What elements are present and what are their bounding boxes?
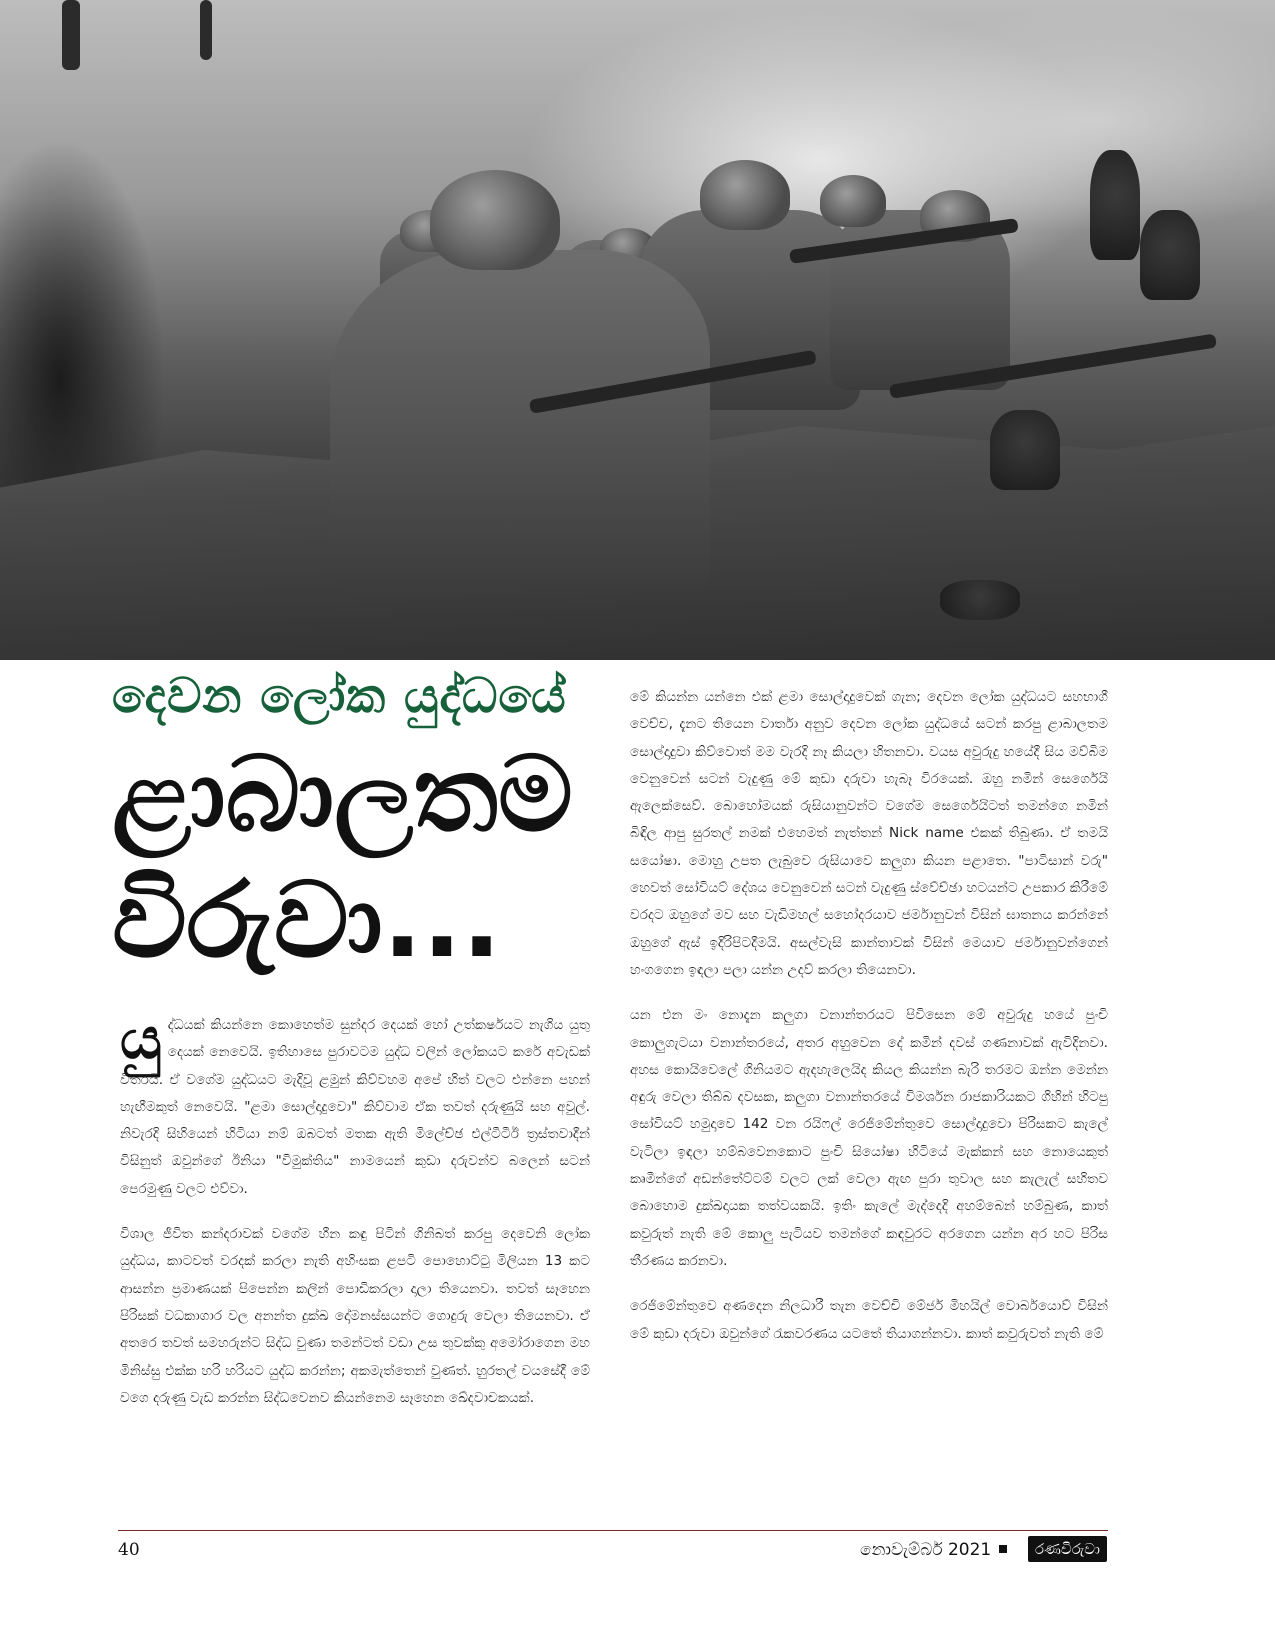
headline-title-line1: ළාබාලතම (112, 733, 573, 855)
photo-canister (940, 580, 1020, 620)
photo-tree (62, 0, 80, 70)
photo-soldier-foreground (330, 250, 710, 590)
paragraph: විශාල ජීවිත කන්දරාවක් වගේම හීන කඳු පිටින් ගිනිබත් කරපු දෙවෙනි ලෝක යුද්ධය, කාටවත් වරදක් කරලා නැති අහිංසක ළපටි පොහොට්ටු මිලියන 13 කට ආසන්න ප්‍රමාණයක් පිපෙන්න කලින් පොඩිකරලා දාලා තියෙනවා. තවත් සෑහෙන පිරිසක් වධකාගාර වල අනන්ත දුක්ඛ දෝමනස්සයන්ට ගොදුරු වෙලා තියෙනවා. ඒ අතරෙ තවත් සමහරුන්ට සිද්ධ වුණා තමන්ටත් වඩා උස තුවක්කු අමෝරාගෙන මහ මිනිස්සු එක්ක හරි හරියට යුද්ධ කරන්න; අකමැත්තෙන් වුණත්. හුරතල් වයසේදී මේ වගෙ දරුණු වැඩ කරන්න සිද්ධවෙනව කියන්නෙම සෑහෙන ඛේදවාචකයක්. (120, 1226, 590, 1406)
headline-kicker: දෙවන ලෝක යුද්ධයේ (112, 668, 567, 724)
issue-date-text: නොවැම්බර් 2021 (860, 1540, 992, 1560)
paragraph: මේ කියන්න යන්නෙ එක් ළමා සොල්දාදුවෙක් ගැන; දෙවන ලෝක යුද්ධයට සහභාගී වෙච්ච, දැනට තියෙන වාර්තා අනුව දෙවන ලෝක යුද්ධයේ සටන් කරපු ළාබාලතම සොල්දාදුවා කිව්වොත් මම වැරදි නෑ කියලා හිතනවා. වයස අවුරුදු හයේදී සිය මව්බිම වෙනුවෙන් සටන් වැදුණු මේ කුඩා දරුවා හැබෑ විරයෙක්. ඔහු නමින් සෙර්ගෙයි ඇලෙක්සෙව්. බොහෝමයක් රුසියානුවන්ට වගේම සෙර්ගෙයිටත් තමන්ගෙ නමින් බිඳිල ආපු සුරතල් නමක් එහෙමත් නැත්තන් Nick name එකක් තිබුණා. ඒ තමයි සයෝෂා. මොහු උපත ලැබුවෙ රුසියාවෙ කලුගා කියන පළාතෙ. "පාටිසාන් වරු" හෙවත් සෝවියට් දේශය වෙනුවෙන් සටන් වැදුණු ස්වේච්ඡා හටයන්ට උපකාර කිරීමේ වරදට ඔහුගේ මව සහ වැඩිමහල් සහෝදරයාව ජර්මානුවන් විසින් ඝාතනය කරන්නේ ඔහුගේ ඇස් ඉදිරිපිටදීමයි. අසල්වැසි කාන්තාවක් විසින් මෙයාව ජර්මානුවන්ගෙන් හංගගෙන ඉඳලා පලා යන්න උදව් කරලා තියෙනවා. (630, 689, 1108, 978)
article-headline (112, 666, 602, 982)
photo-stump (1090, 150, 1140, 260)
footer-rule (118, 1530, 1108, 1531)
photo-stump (990, 410, 1060, 490)
drop-cap: යු (120, 1004, 162, 1072)
hero-photo (0, 0, 1275, 660)
photo-tree (200, 0, 212, 60)
magazine-badge: රණවිරුවා (1028, 1536, 1107, 1562)
issue-date (860, 1540, 1007, 1560)
page-number: 40 (118, 1540, 140, 1560)
paragraph: යන එන මං නොදැන කලුගා වනාන්තරයට පිවිසෙන මේ අවුරුදු හයේ පුංචි කොලුගැටයා වනාන්තරයේ, අතර අහුවෙන දේ කමින් දවස් ගණනාවක් ඇවිදිනවා. අහස කොයිවෙලේ ගිනියමට ඇදහැලෙයිද කියල කියන්න බැරි තරමට ඔන්න මෙන්න අඳුරු වෙලා තිබ්බ දවසක, කලුගා වනාන්තරයේ විමර්ශන රාජකාරියකට ගිහින් හිටපු සෝවියට් හමුදාවෙ 142 වන රයිෆල් රෙජිමේන්තුවෙ සොල්දාදුවො පිරිසකට කැලේ වැටිලා ඉඳලා හම්බවෙනකොට පුංචි සියෝෂා හිටියේ මැක්කන් සහ නොයෙකුත් කෘමීන්ගේ අඩන්තේට්ටම් වලට ලක් වෙලා ඇඟ පුරා තුවාල සහ කැලැල් සහිතව බොහොම දුක්ඛදායක තත්වයකයි. ඉතිං කැලේ මැද්දෙදි අහම්බෙන් හම්බුණ, කාත් කවුරුත් නැති මේ කොලු පැටියව තමන්ගේ කඳවුරට අරගෙන යන්න අර හට පිරිස තීරණය කරනවා. (630, 1007, 1108, 1269)
article-column-left (120, 1004, 590, 1430)
photo-helmet (700, 160, 790, 230)
paragraph-text: ද්ධයක් කියන්නෙ කොහෙත්ම සුන්දර දෙයක් හෝ උත්කර්ෂයට නැගිය යුතු දෙයක් නෙවෙයි. ඉතිහාසෙ පුරාවටම යුද්ධ වලින් ලෝකයට කරේ අවැඩක් විතරයි. ඒ වගේම යුද්ධයට මැදිවූ ළමුන් කිව්වහම අපේ හිත් වලට එන්නෙ පහන් හැඟීමකුත් නෙවෙයි. "ළමා සොල්දාදුවො" කිව්වාම ඒක තවත් දරුණුයි සහ අවුල්. නිවැරදි සිහියෙන් හිටියා නම් ඔබටත් මතක ඇති මිලේච්ඡ එල්ටීටීඊ ත්‍රස්තවාදීන් විසිනුත් ඔවුන්ගේ ඊනියා "විමුක්තිය" නාමයෙන් කුඩා දරුවන්ව බලෙන් සටන් පෙරමුණු වලට එව්වා. (120, 1017, 590, 1197)
photo-helmet (430, 170, 560, 270)
photo-helmet (820, 175, 886, 227)
photo-stump (1140, 210, 1200, 300)
paragraph: රෙජිමේන්තුවෙ අණදෙන නිලධාරී තැන වෙච්චි මේජර් මිහයිල් වොර්බයොව් විසින් මේ කුඩා දරුවා ඔවුන්ගේ රැකවරණය යටතේ තියාගන්නවා. කාත් කවුරුවත් නැති මේ (630, 1298, 1108, 1342)
square-bullet-icon (999, 1545, 1007, 1553)
paragraph (120, 1004, 590, 1203)
article-column-right (630, 684, 1108, 1366)
headline-title-line2: විරුවා... (112, 859, 502, 981)
